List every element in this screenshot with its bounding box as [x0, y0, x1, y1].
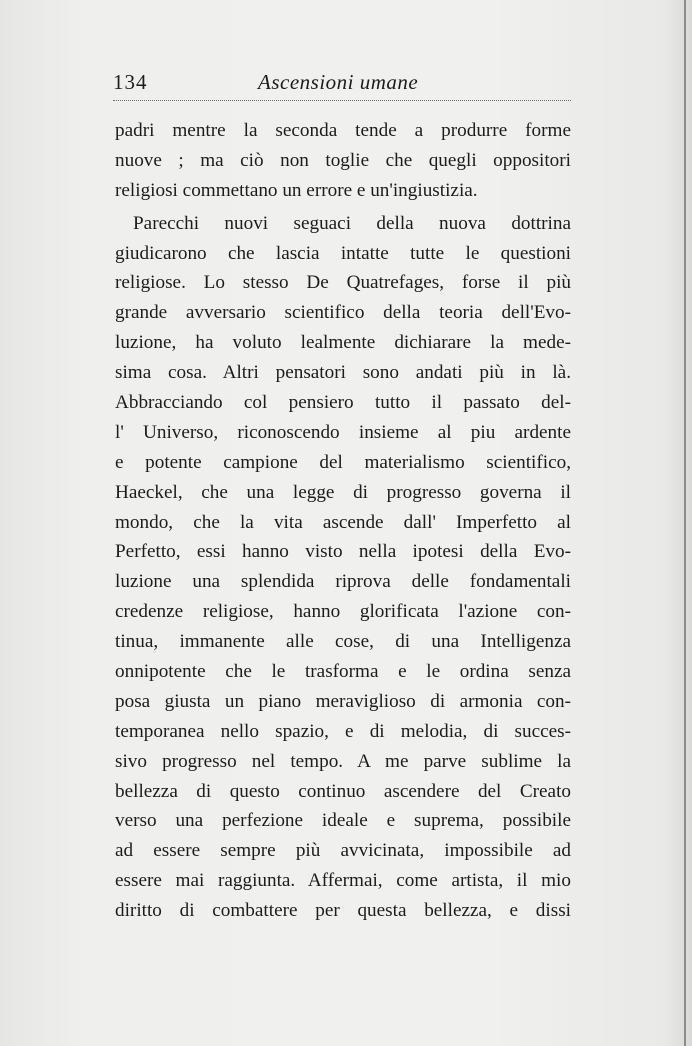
- page-number: 134: [113, 70, 148, 94]
- text-line: Perfetto, essi hanno visto nella ipotesi della Evo-: [115, 541, 571, 563]
- text-line: posa giusta un piano meraviglioso di armonia con-: [115, 690, 571, 712]
- text-line: e potente campione del materialismo scientifico,: [115, 451, 571, 473]
- page-header: [113, 70, 571, 98]
- page-edge-shadow: [684, 0, 686, 1046]
- text-line: sivo progresso nel tempo. A me parve sublime la: [115, 750, 571, 772]
- text-line: temporanea nello spazio, e di melodia, di succes-: [115, 720, 571, 742]
- text-line: luzione, ha voluto lealmente dichiarare la mede-: [115, 332, 571, 354]
- body-text: [115, 116, 571, 926]
- running-title: Ascensioni umane: [258, 70, 419, 94]
- text-line: tinua, immanente alle cose, di una Intelligenza: [115, 631, 571, 653]
- text-line: luzione una splendida riprova delle fondamentali: [115, 571, 571, 593]
- text-line: l' Universo, riconoscendo insieme al piu ardente: [115, 421, 571, 443]
- text-line: mondo, che la vita ascende dall' Imperfetto al: [115, 511, 571, 533]
- text-line: Haeckel, che una legge di progresso governa il: [115, 481, 571, 503]
- text-line: religiosi commettano un errore e un'ingiustizia.: [115, 179, 478, 201]
- text-line: ad essere sempre più avvicinata, impossibile ad: [115, 840, 571, 862]
- text-line: Abbracciando col pensiero tutto il passato del-: [115, 392, 571, 414]
- text-line: verso una perfezione ideale e suprema, possibile: [115, 810, 571, 832]
- text-line: giudicarono che lascia intatte tutte le questioni: [115, 242, 571, 264]
- text-line: padri mentre la seconda tende a produrre forme: [115, 120, 571, 141]
- text-line: sima cosa. Altri pensatori sono andati più in là.: [115, 362, 571, 384]
- text-line: credenze religiose, hanno glorificata l'azione con-: [115, 601, 571, 623]
- text-line: grande avversario scientifico della teoria dell'Evo-: [115, 302, 571, 324]
- text-line: nuove ; ma ciò non toglie che quegli oppositori: [115, 149, 571, 171]
- text-line: onnipotente che le trasforma e le ordina senza: [115, 661, 571, 683]
- text-line: religiose. Lo stesso De Quatrefages, forse il più: [115, 272, 571, 294]
- text-line: diritto di combattere per questa bellezza, e dissi: [115, 900, 571, 922]
- text-line: Parecchi nuovi seguaci della nuova dottrina: [133, 212, 571, 234]
- text-line: bellezza di questo continuo ascendere del Creato: [115, 780, 571, 802]
- header-rule: [113, 100, 571, 101]
- text-line: essere mai raggiunta. Affermai, come artista, il mio: [115, 870, 571, 892]
